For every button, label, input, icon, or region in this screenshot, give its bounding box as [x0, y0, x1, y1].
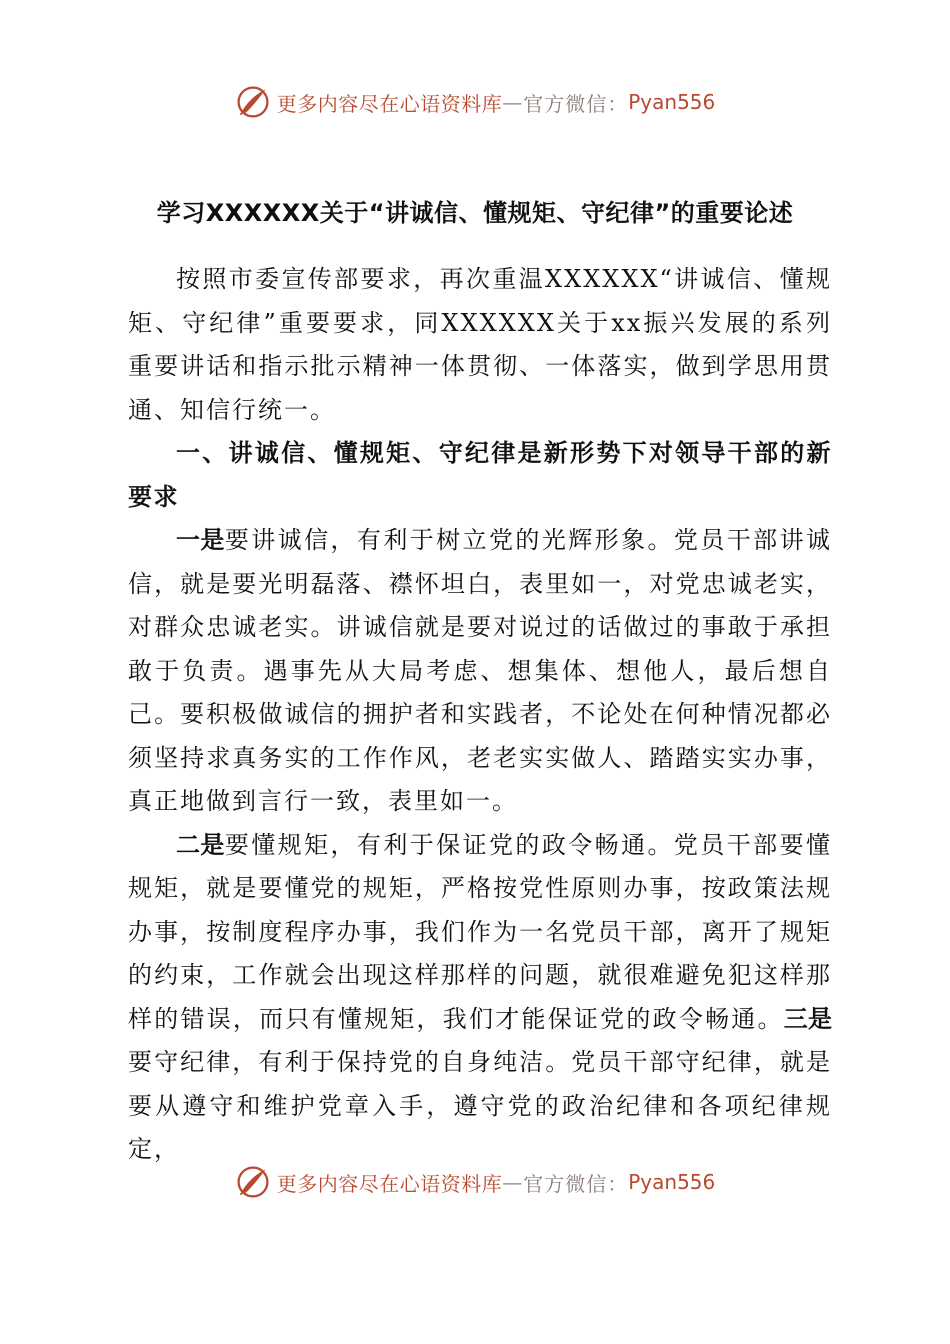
paragraph-2-lead: 二是 [176, 830, 225, 859]
watermark-main-text: 更多内容尽在心语资料库 [276, 91, 503, 116]
document-body [128, 258, 832, 1172]
paragraph-1-text: 要讲诚信，有利于树立党的光辉形象。党员干部讲诚信，就是要光明磊落、襟怀坦白，表里如一，对党忠诚老实，对群众忠诚老实。讲诚信就是要对说过的话做过的事敢于承担敢于负责。遇事先从大局考虑、想集体、想他人，最后想自己。要积极做诚信的拥护者和实践者，不论处在何种情况都必须坚持求真务实的工作作风，老老实实做人、踏踏实实办事，真正地做到言行一致，表里如一。 [128, 526, 833, 815]
watermark-banner-bottom [0, 1160, 950, 1204]
document-title: 学习XXXXXX关于“讲诚信、懂规矩、守纪律”的重要论述 [156, 199, 794, 227]
paragraph-3-lead: 三是 [783, 1004, 833, 1033]
quill-pen-logo-icon [235, 84, 271, 120]
watermark-banner-top [0, 80, 950, 124]
paragraph-2 [128, 824, 832, 1172]
watermark-separator: — [502, 90, 524, 114]
paragraph-1-lead: 一是 [176, 526, 225, 554]
paragraph-1 [128, 519, 832, 824]
watermark-wechat-id: Pyan556 [628, 90, 716, 114]
watermark-sub-text: 官方微信： [523, 91, 629, 116]
watermark-main-text: 更多内容尽在心语资料库 [276, 1171, 503, 1196]
watermark-sub-text: 官方微信： [523, 1171, 629, 1196]
paragraph-2-text: 要懂规矩，有利于保证党的政令畅通。党员干部要懂规矩，就是要懂党的规矩，严格按党性原则办事，按政策法规办事，按制度程序办事，我们作为一名党员干部，离开了规矩的约束，工作就会出现这样那样的问题，就很难避免犯这样那样的错误，而只有懂规矩，我们才能保证党的政令畅通。 [128, 830, 833, 1033]
quill-pen-logo-icon [235, 1164, 271, 1200]
intro-paragraph: 按照市委宣传部要求，再次重温XXXXXX“讲诚信、懂规矩、守纪律”重要要求，同XXXXXX关于xx振兴发展的系列重要讲话和指示批示精神一体贯彻、一体落实，做到学思用贯通、知信行统一。 [128, 265, 832, 424]
watermark-separator: — [502, 1170, 524, 1194]
paragraph-3-text: 要守纪律，有利于保持党的自身纯洁。党员干部守纪律，就是要从遵守和维护党章入手，遵守党的政治纪律和各项纪律规定， [128, 1048, 832, 1163]
section-heading: 一、讲诚信、懂规矩、守纪律是新形势下对领导干部的新要求 [128, 439, 832, 511]
watermark-wechat-id: Pyan556 [628, 1170, 716, 1194]
